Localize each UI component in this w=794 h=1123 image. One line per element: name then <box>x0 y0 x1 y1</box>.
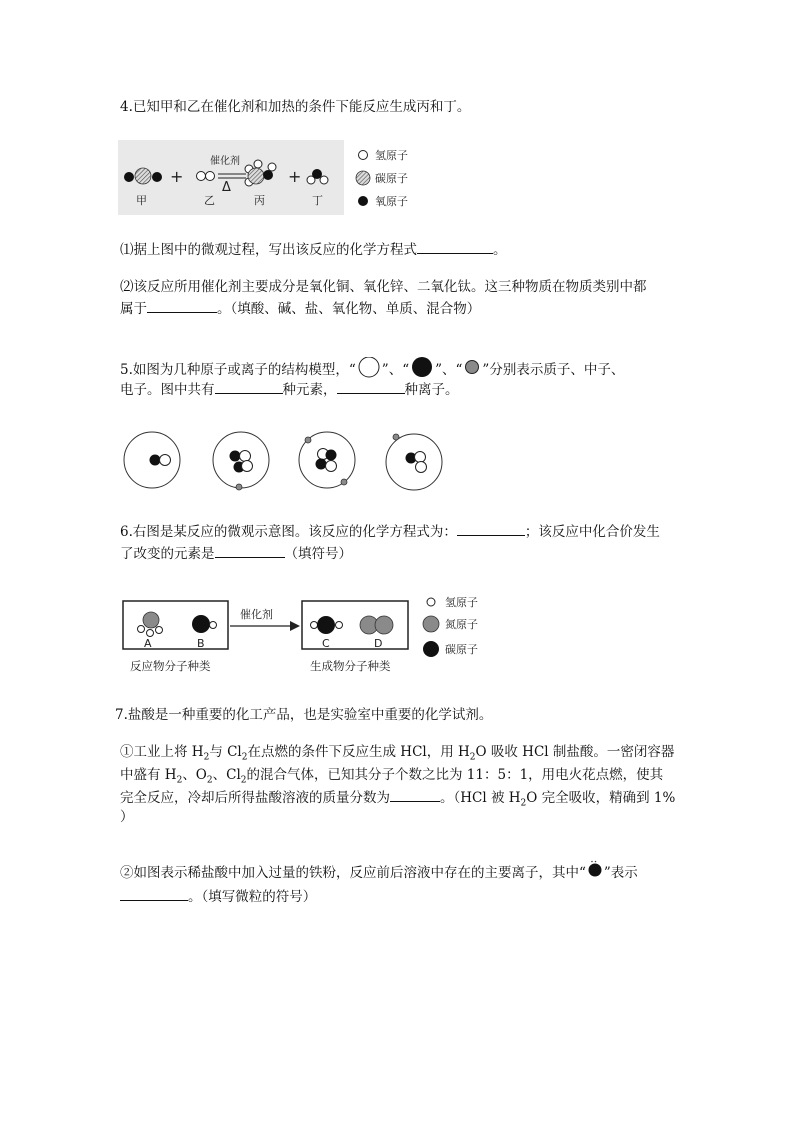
q6-line1 <box>120 522 660 542</box>
label-ding: 丁 <box>312 194 323 207</box>
q7-p1-line2: 中盛有 $H_2$、$O_2$、$Cl_2$的混合气体，已知其分子个数之比为 11：5：1，用电火花点燃，使其 <box>120 767 664 786</box>
answer-blank[interactable] <box>417 240 493 254</box>
plus-2: + <box>288 167 302 186</box>
atom-model-4 <box>386 434 442 490</box>
proton-symbol-icon <box>356 357 382 379</box>
neutron-symbol-icon <box>409 357 435 379</box>
answer-blank[interactable] <box>147 299 217 313</box>
heat-symbol: Δ <box>222 180 231 195</box>
q7-p1-line3: 完全反应，冷却后所得盐酸溶液的质量分数为 。（HCl 被 $H_2O$ 完全吸收，精确到 1% <box>120 790 676 809</box>
atom-model-3 <box>299 432 355 488</box>
answer-blank[interactable] <box>215 380 283 394</box>
label-yi: 乙 <box>204 194 215 207</box>
q5-text-e: 种离子。 <box>404 382 459 398</box>
label-B: B <box>197 637 205 650</box>
plus-1: + <box>170 167 184 186</box>
q6-text-a: 6.右图是某反应的微观示意图。该反应的化学方程式为： <box>120 524 457 540</box>
q4-reaction-figure <box>118 140 418 215</box>
answer-blank[interactable] <box>337 380 405 394</box>
q4-sub2-line1: ⑵该反应所用催化剂主要成分是氧化铜、氧化锌、二氧化钛。这三种物质在物质类别中都 <box>120 279 647 295</box>
label-jia: 甲 <box>136 194 147 207</box>
q7-p2-line2 <box>120 887 316 907</box>
q4-sub1-end: 。 <box>493 242 507 258</box>
legend-nitrogen: 氮原子 <box>445 618 478 631</box>
label-C: C <box>322 637 330 650</box>
catalyst-label: 催化剂 <box>210 156 240 167</box>
catalyst-label: 催化剂 <box>240 608 273 621</box>
answer-blank[interactable] <box>390 788 440 802</box>
q4-sub2-text: 属于 <box>120 301 147 317</box>
legend-oxygen: 氧原子 <box>375 195 408 208</box>
q6-line2 <box>120 544 352 564</box>
q5-text-c: 电子。图中共有 <box>120 382 215 398</box>
legend-carbon: 碳原子 <box>375 172 408 185</box>
answer-blank[interactable] <box>457 522 525 536</box>
q6-text-b: ；该反应中化合价发生 <box>524 524 660 540</box>
q4-sub1 <box>120 240 507 260</box>
q7-p2-text-b: ”表示 <box>603 865 638 881</box>
q5-text-b: ”分别表示质子、中子、 <box>482 362 625 378</box>
answer-blank[interactable] <box>215 544 285 558</box>
q6-text-c: 了改变的元素是 <box>120 546 215 562</box>
q5-quote-1: ”、“ <box>381 362 410 378</box>
ion-symbol-icon <box>586 860 604 880</box>
q7-p2-line1 <box>120 860 638 883</box>
legend-hydrogen: 氢原子 <box>445 596 478 609</box>
q5-line2 <box>120 380 459 400</box>
q6-text-d: （填符号） <box>284 546 352 562</box>
q7-p1-line1: ①工业上将 $H_2$与 $Cl_2$在点燃的条件下反应生成 HCl，用 $H_2O$ 吸收 HCl 制盐酸。一密闭容器 <box>120 744 675 763</box>
atom-model-2 <box>213 432 269 490</box>
label-bing: 丙 <box>254 194 265 207</box>
q5-line1 <box>120 357 624 380</box>
electron-symbol-icon <box>462 358 482 378</box>
q7-p2-text-a: ②如图表示稀盐酸中加入过量的铁粉，反应前后溶液中存在的主要离子，其中“ <box>120 865 586 881</box>
q5-text-d: 种元素， <box>282 382 337 398</box>
q7-p2-text-c: 。（填写微粒的符号） <box>188 889 317 905</box>
q6-reaction-figure <box>118 592 488 682</box>
legend-carbon: 碳原子 <box>445 643 478 656</box>
q7-stem: 7.盐酸是一种重要的化工产品，也是实验室中重要的化学试剂。 <box>115 707 493 723</box>
q4-stem: 4.已知甲和乙在催化剂和加热的条件下能反应生成丙和丁。 <box>120 99 471 115</box>
q5-atom-models <box>118 425 448 495</box>
q5-quote-2: ”、“ <box>435 362 463 378</box>
product-caption: 生成物分子种类 <box>310 659 391 673</box>
q4-sub2-end: 。（填酸、碱、盐、氧化物、单质、混合物） <box>217 301 481 317</box>
label-D: D <box>374 637 383 650</box>
q4-sub2-line2 <box>120 299 480 319</box>
reactant-caption: 反应物分子种类 <box>130 659 211 673</box>
q4-sub1-text: ⑴据上图中的微观过程，写出该反应的化学方程式 <box>120 242 417 258</box>
label-A: A <box>144 637 152 650</box>
answer-blank[interactable] <box>120 887 188 901</box>
q7-p1-line4: ） <box>120 809 134 825</box>
atom-model-1 <box>124 432 180 488</box>
q5-text-a: 5.如图为几种原子或离子的结构模型，“ <box>120 362 356 378</box>
legend-hydrogen: 氢原子 <box>375 149 408 162</box>
